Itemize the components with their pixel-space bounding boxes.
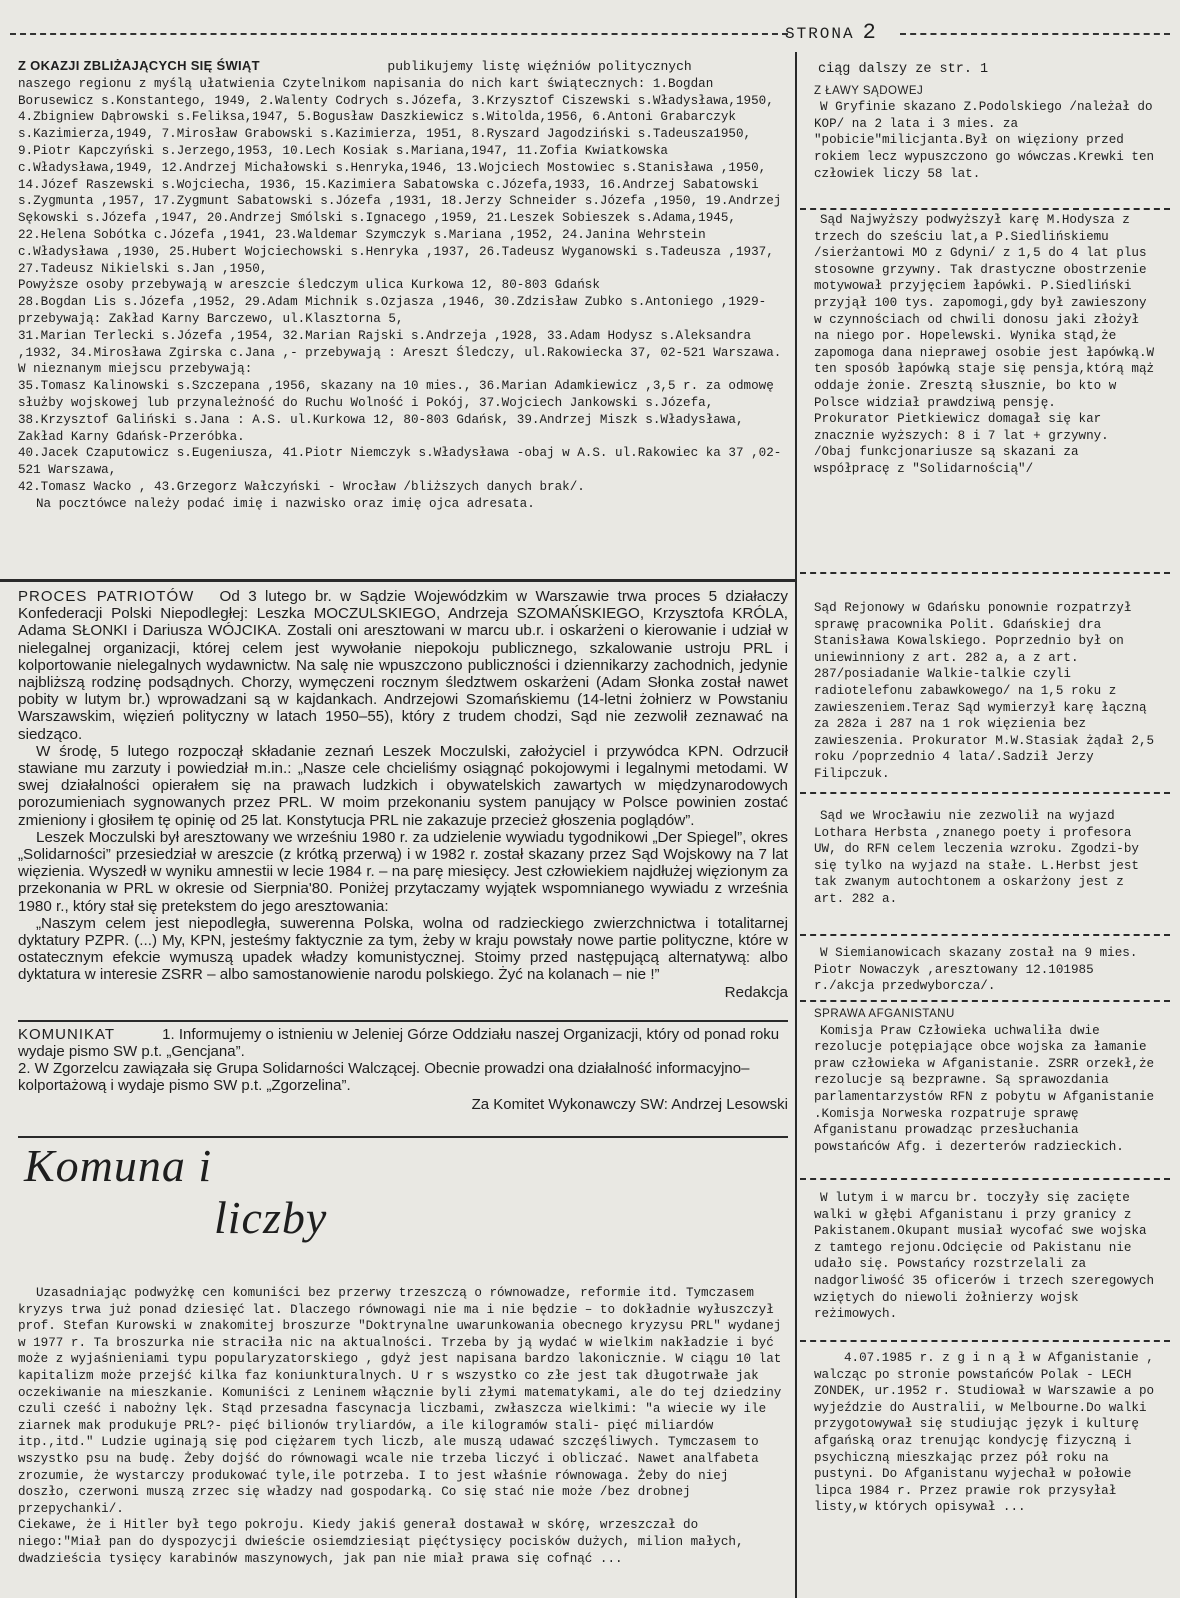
court-item-4: Sąd we Wrocławiu nie zezwolił na wyjazd Lothara Herbsta ,znanego poety i profesora UW, do RFN celem leczenia wzroku. Zgodzi-by się tylko na wyjazd na stałe. L.Herbst jest tak zwanym autochtonem a oskarżony jest z art. 282 a. xyxy=(814,809,1139,906)
afghanistan-item-3-block xyxy=(814,1350,1159,1516)
komunikat-title: KOMUNIKAT xyxy=(18,1026,116,1043)
afghanistan-item-2: W lutym i w marcu br. toczyły się zacięte walki w głębi Afganistanu i przy granicy z Pakistanem.Okupant musiał wycofać swe wojska z tamtego rejonu.Odcięcie od Pakistanu nie udało się. Powstańcy rozstrzelali za nadgorliwość 35 oficerów i trzech szeregowych wziętych do niewoli żołnierzy wojsk reżimowych. xyxy=(814,1191,1155,1322)
afghanistan-item-2-block xyxy=(814,1190,1159,1323)
komuna-title-line-1: Komuna i xyxy=(24,1140,213,1191)
court-item-1: W Gryfinie skazano Z.Podolskiego /należał do KOP/ na 2 lata i 3 mies. za "pobicie"milicjanta.Był on więziony przed rokiem lecz wypuszczono go wówczas.Krewki ten człowiek liczy 58 lat. xyxy=(814,100,1155,181)
afghanistan-head: SPRAWA AFGANISTANU xyxy=(814,1008,955,1020)
court-item-2-block xyxy=(814,212,1159,478)
komunikat-section xyxy=(18,1026,788,1113)
section-divider xyxy=(18,1020,788,1022)
trial-article-p3: Leszek Moczulski był aresztowany we wrześniu 1980 r. za udzielenie wywiadu tygodnikowi „Der Spiegel”, okres „Solidarności” przesiedział w areszcie (z krótką przerwą) i w 1982 r. został skazany przez Sąd Wojskowy na 7 lat więzienia. Wyszedł w wyniku amnestii w lecie 1984 r. – na parę miesięcy. Jest człowiekiem najdłużej więzionym za przekonania w PRL w okresie od Sierpnia'80. Poniżej przytaczamy wyjątek wspomnianego wywiadu z września 1980 r., który stał się pretekstem do jego aresztowania: xyxy=(18,828,788,915)
right-divider xyxy=(800,1340,1170,1342)
afghanistan-section xyxy=(814,1006,1159,1155)
prisoners-list-para: 28.Bogdan Lis s.Józefa ,1952, 29.Adam Michnik s.Ozjasza ,1946, 30.Zdzisław Zubko s.Antoniego ,1929- przebywają: Zakład Karny Barczewo, ul.Klasztorna 5, xyxy=(18,295,767,326)
prisoners-list-title: Z OKAZJI ZBLIŻAJĄCYCH SIĘ ŚWIĄT xyxy=(18,58,260,73)
prisoners-list-body: naszego regionu z myślą ułatwienia Czytelnikom napisania do nich kart świątecznych: 1.Bogdan Borusewicz s.Konstantego, 1949, 2.Walenty Codrych s.Józefa, 3.Krzysztof Ciszewski s.Władysława,1950, 4.Zbigniew Dąbrowski s.Feliksa,1947, 5.Bogusław Daszkiewicz s.Witolda,1956, 6.Antoni Grabarczyk s.Kazimierza,1949, 7.Mirosław Grabowski s.Kazimierza, 1951, 8.Ryszard Jagodziński s.Tadeusza1950, 9.Piotr Kapczyński s.Jerzego,1953, 10.Lech Kosiak s.Mariana,1947, 11.Zofia Kwiatkowska c.Władysława,1949, 12.Andrzej Michałowski s.Henryka,1946, 13.Wojciech Mostowiec s.Stanisława ,1950, 14.Józef Raszewski s.Wojciecha, 1936, 15.Kazimiera Sabatowska c.Józefa,1933, 16.Andrzej Sabatowski s.Zygmunta ,1957, 17.Zygmunt Sabatowski s.Józefa ,1931, 18.Jerzy Schneider s.Józefa ,1950, 19.Andrzej Sękowski s.Józefa ,1947, 20.Andrzej Smólski s.Ignacego ,1959, 21.Leszek Sobieszek s.Adama,1945, 22.Helena Sobótka c.Józefa ,1941, 23.Waldemar Szymczyk s.Mariana ,1952, 24.Janina Wehrstein c.Władysława ,1930, 25.Hubert Wojciechowski s.Henryka ,1937, 26.Tadeusz Wyganowski s.Tadeusza ,1937, 27.Tadeusz Nikielski s.Jan ,1950, xyxy=(18,76,782,276)
page-label-text: STRONA xyxy=(785,25,855,43)
right-divider xyxy=(800,1000,1170,1002)
court-item-4-block xyxy=(814,808,1159,908)
prisoners-list-para: 40.Jacek Czaputowicz s.Eugeniusza, 41.Piotr Niemczyk s.Władysława -obaj w A.S. ul.Rakowiec ka 37 ,02-521 Warszawa, xyxy=(18,446,782,478)
prisoners-list-para: W nieznanym miejscu przebywają: xyxy=(18,362,253,377)
prisoners-list-note: Na pocztówce należy podać imię i nazwisko oraz imię ojca adresata. xyxy=(36,496,535,511)
prisoners-list-para: Powyższe osoby przebywają w areszcie śledczym ulica Kurkowa 12, 80-803 Gdańsk xyxy=(18,278,600,293)
prisoners-list-para: 35.Tomasz Kalinowski s.Szczepana ,1956, skazany na 10 mies., 36.Marian Adamkiewicz ,3,5 r. za odmowę służby wojskowej lub przynależność do Ruchu Wolność i Pokój, 37.Wojciech Jankowski s.Józefa, 38.Krzysztof Galiński s.Jana : A.S. ul.Kurkowa 12, 80-803 Gdańsk, 39.Andrzej Miszk s.Władysława, Zakład Karny Gdańsk-Przeróbka. xyxy=(18,379,774,444)
right-divider xyxy=(800,792,1170,794)
page-label xyxy=(785,20,878,45)
trial-article-p1: Od 3 lutego br. w Sądzie Wojewódzkim w Warszawie trwa proces 5 działaczy Konfederacji Polski Niepodległej: Leszka MOCZULSKIEGO, Andrzeja SZOMAŃSKIEGO, Krzysztofa KRÓLA, Adama SŁONKI i Dariusza WÓJCIKA. Zostali oni aresztowani w marcu ub.r. i oskarżeni o kierowanie i udział w nielegalnej organizacji, której celem jest wywołanie niepokoju publicznego, szkalowanie ustroju PRL i kolportowanie nielegalnych wydawnictw. Na salę nie wpuszczono publiczności i dziennikarzy zachodnich, jedynie najbliższą rodzinę podsądnych. Chorzy, wymęczeni rocznym śledztwem oskarżeni (Adam Słonka został nawet pobity w lutym br.) wprowadzani są w kajdankach. Andrzejowi Szomańskiemu (14-letni żołnierz w Powstaniu Warszawskim, więzień polityczny w latach 1950–55), który z trudem chodzi, Sąd nie zezwolił zeznawać na siedząco. xyxy=(18,588,788,743)
prisoners-list-para: 31.Marian Terlecki s.Józefa ,1954, 32.Marian Rajski s.Andrzeja ,1928, 33.Adam Hodysz s.Aleksandra ,1932, 34.Mirosława Zgirska c.Jana ,- przebywają : Areszt Śledczy, ul.Rakowiecka 37, 02-521 Warszawa. xyxy=(18,328,782,360)
section-divider xyxy=(18,1136,788,1138)
trial-article xyxy=(18,588,788,1001)
court-section xyxy=(814,62,1159,182)
court-item-2: Sąd Najwyższy podwyższył karę M.Hodysza z trzech do sześciu lat,a P.Siedlińskiemu /sierżantowi MO z Gdyni/ z 1,5 do 4 lat plus stosowne grzywny. Tak drastyczne obostrzenie motywował przyjęciem łapówki. P.Siedliński przyjął 100 tys. zapomogi,gdy był zawieszony w czynnościach od chwili donosu jaki złożył na niego por. Hopelewski. Wynika stąd,że zapomoga dana nieprawej osobie jest łapówką.W ten sposób łapówką staje się pensja,którą mąż oddaje żonie. Zresztą słusznie, bo kto w Polsce widział prawdziwą pensję. xyxy=(814,213,1155,410)
court-item-2b: Prokurator Pietkiewicz domagał się kar znacznie wyższych: 8 i 7 lat + grzywny. xyxy=(814,412,1109,443)
court-item-5: W Siemianowicach skazany został na 9 mies. Piotr Nowaczyk ,aresztowany 12.101985 r./akcja przedwyborcza/. xyxy=(814,946,1138,994)
komuna-article-title xyxy=(24,1140,327,1244)
komuna-article-p2: Ciekawe, że i Hitler był tego pokroju. Kiedy jakiś generał dostawał w skórę, wrzeszczał do niego:"Miał pan do dyspozycji dwieście osiemdziesiąt pięćtysięcy pocisków dużych, milion małych, dwadzieścia tysięcy karabinów maszynowych, jak pan nie miał prawa się cofnąć ... xyxy=(18,1518,744,1566)
section-divider xyxy=(0,579,797,582)
continued-note: ciąg dalszy ze str. 1 xyxy=(818,62,989,77)
court-item-5-block xyxy=(814,945,1159,995)
afghanistan-item-3: 4.07.1985 r. z g i n ą ł w Afganistanie , walcząc po stronie powstańców Polak - LECH ZONDEK, ur.1952 r. Studiował w Warszawie a po wyjeździe do Australii, w Melbourne.Do walki przygotowywał się studiując język i kulturę afgańską oraz trenując kondycję fizyczną i psychiczną mieszkając przez pół roku na pustyni. Do Afganistanu wyjechał w połowie lipca 1984 r. Przez prawie rok przysyłał listy,w których opisywał ... xyxy=(814,1351,1155,1515)
prisoners-list-intro: publikujemy listę więźniów politycznych xyxy=(387,59,692,74)
right-divider xyxy=(800,208,1170,210)
trial-article-signature: Redakcja xyxy=(724,983,788,1001)
komuna-title-line-2: liczby xyxy=(214,1192,328,1243)
komunikat-item-1: 1. Informujemy o istnieniu w Jeleniej Górze Oddziału naszej Organizacji, który od ponad roku wydaje pismo SW p.t. „Gencjana”. xyxy=(18,1026,780,1060)
right-divider xyxy=(800,934,1170,936)
court-item-3: Sąd Rejonowy w Gdańsku ponownie rozpatrzył sprawę pracownika Polit. Gdańskiej dra Stanisława Kowalskiego. Poprzednio był on uniewinniony z art. 282 a, a z art. 287/posiadanie Walkie-talkie czyli radiotelefonu zabawkowego/ na 1,5 roku z zawieszeniem.Teraz Sąd wymierzył karę łączną za 282a i 287 na 1 rok więzienia bez zawieszenia. Prokurator M.W.Stasiak żądał 2,5 roku /poprzednio 4 lata/.Sadził Jerzy Filipczuk. xyxy=(814,601,1155,781)
court-item-3-block xyxy=(814,600,1159,783)
header-rule-right xyxy=(900,33,1170,35)
right-divider xyxy=(800,1178,1170,1180)
prisoners-list-para: 42.Tomasz Wacko , 43.Grzegorz Wałczyński - Wrocław /bliższych danych brak/. xyxy=(18,479,585,494)
trial-article-p2: W środę, 5 lutego rozpoczął składanie zeznań Leszek Moczulski, założyciel i przywódca KPN. Odrzucił stawiane mu zarzuty i powiedział m.in.: „Nasze cele chcieliśmy osiągnąć pokojowymi i legalnymi metodami. W swej działalności opierałem się na prawach ludzkich i obywatelskich zawartych w międzynarodowych porozumieniach sygnowanych przez PRL. W moim przekonaniu system panujący w Polsce powinien zostać zmieniony i głosiłem tę opinię od 25 lat. Konstytucja PRL nie zakazuje przecież głoszenia poglądów”. xyxy=(18,742,788,829)
column-divider xyxy=(795,52,797,1598)
right-divider xyxy=(800,572,1170,574)
header-rule xyxy=(10,33,788,35)
prisoners-list-section xyxy=(18,58,788,513)
komuna-article-p1: Uzasadniając podwyżkę cen komuniści bez przerwy trzeszczą o równowadze, reformie itd. Tymczasem kryzys trwa już ponad dziesięć lat. Dlaczego równowagi nie ma i nie będzie – to dokładnie wyłuszczył prof. Stefan Kurowski w znakomitej broszurze "Doktrynalne uwarunkowania obecnego kryzysu PRL" wydanej w 1977 r. Ta broszurka nie straciła nic na aktualności. Trzeba by ją wydać w wielkim nakładzie i być może z wyjaśnieniami typu popularyzatorskiego , gdyż jest napisana bardzo lakonicznie. W ciągu 10 lat kapitalizm może przejść kilka faz koniunkturalnych. U r s wszystko co złe jest tak długotrwałe jak oczekiwanie na mieszkanie. Komuniści z Leninem włącznie byli złymi matematykami, ale do tej dziedziny czuli cześć i nabożny lęk. Stąd przesadna fascynacja liczbami, zwłaszcza wielkimi: "a wiecie wy ile ziarnek mak produkuje PRL?- pięć bilionów tryliardów, a ile kilogramów stali- pięć miliardów itp.,itd." Ludzie uginają się pod ciężarem tych liczb, ale muszą udawać szczęśliwych. Tymczasem to wszystko psu na budę. Żeby dojść do równowagi wcale nie trzeba liczyć i obliczać. Nawet analfabeta zrozumie, że wystarczy produkować tyle,ile potrzeba. I to jest właśnie równowaga. Żeby do niej doszło, czerwoni muszą zrzec się władzy nad gospodarką. Co się stać nie może /bez drobnej przepychanki/. xyxy=(18,1286,782,1516)
court-item-2c: /Obaj funkcjonariusze są skazani za współpracę z "Solidarnością"/ xyxy=(814,445,1079,476)
komuna-article-body xyxy=(18,1285,788,1567)
court-section-head: Z ŁAWY SĄDOWEJ xyxy=(814,84,924,97)
afghanistan-item-1: Komisja Praw Człowieka uchwaliła dwie rezolucje potępiające obce wojska za łamanie praw człowieka w Afganistanie. ZSRR orzekł,że rezolucje są bezprawne. Są sprawozdania parlamentarzystów RFN z pobytu w Afganistanie .Komisja Norweska rozpatruje sprawę Afganistanu prowadząc przesłuchania powstańców Afg. i dezerterów radzieckich. xyxy=(814,1023,1155,1154)
komunikat-item-2: 2. W Zgorzelcu zawiązała się Grupa Solidarności Walczącej. Obecnie prowadzi ona działalność informacyjno–kolportażową i wydaje pismo SW p.t. „Zgorzelina”. xyxy=(18,1060,750,1094)
komunikat-signature: Za Komitet Wykonawczy SW: Andrzej Lesowski xyxy=(471,1096,788,1113)
trial-article-title: PROCES PATRIOTÓW xyxy=(18,588,195,605)
trial-article-quote: „Naszym celem jest niepodległa, suwerenna Polska, wolna od radzieckiego zwierzchnictwa i totalitarnej dyktatury PZPR. (...) My, KPN, jesteśmy faktycznie za tym, żeby w kraju powstały nowe partie polityczne, które w ostatecznym efekcie wymuszą upadek władzy komunistycznej. Stoimy przed następującą alternatywą: albo dyktatura w interesie ZSRR – albo samostanowienie narodu polskiego. Żyć na kolanach – nie !” xyxy=(18,914,788,984)
page-number: 2 xyxy=(862,20,878,45)
